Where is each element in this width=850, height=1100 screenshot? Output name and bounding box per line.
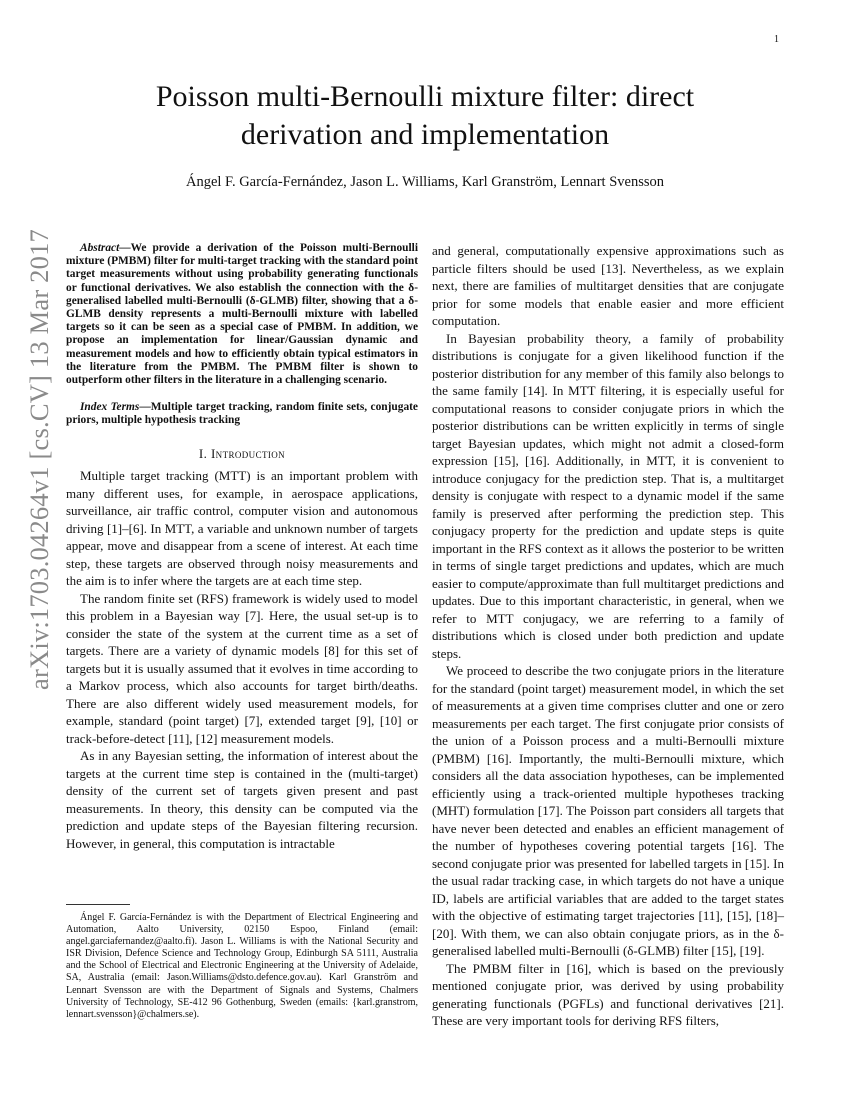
page-number: 1 <box>774 34 779 45</box>
author-footnote <box>66 912 418 1021</box>
arxiv-stamp: arXiv:1703.04264v1 [cs.CV] 13 Mar 2017 <box>24 229 54 690</box>
left-paragraph: Multiple target tracking (MTT) is an important problem with many different uses, for example, in aerospace applications, surveillance, air traffic control, computer vision and autonomous driving [1]–[6]. In MTT, a variable and unknown number of targets appear, move and disappear from a scene of interest. At each time step, these targets are observed through noisy measurements and the aim is to infer where the targets are at each time step. <box>66 468 418 589</box>
footnote-text: Ángel F. García-Fernández is with the Department of Electrical Engineering and Automation, Aalto University, 02150 Espoo, Finland (email: angel.garciafernandez@aalto.fi). Jason L. Williams is with the National Security and ISR Division, Defence Science and Technology Group, Edinburgh SA 5111, Australia and the School of Electrical and Electronic Engineering at the University of Adelaide, SA, Australia (email: Jason.Williams@dsto.defence.gov.au). Karl Granström and Lennart Svensson are with the Department of Signals and Systems, Chalmers University of Technology, SE-412 96 Gothenburg, Sweden (emails: {karl.granstrom, lennart.svensson}@chalmers.se). <box>66 912 418 1020</box>
left-paragraph: As in any Bayesian setting, the information of interest about the targets at the current time step is contained in the (multi-target) density of the current set of targets given present and past measurements. In theory, this density can be computed via the prediction and update steps of the Bayesian filtering recursion. However, in general, this computation is intractable <box>66 748 418 851</box>
abstract-label: Abstract <box>80 242 120 254</box>
section-number: I. <box>198 445 211 461</box>
index-terms-text: —Multiple target tracking, random finite sets, conjugate priors, multiple hypothesis tracking <box>66 401 418 427</box>
right-paragraph: The PMBM filter in [16], which is based on the previously mentioned conjugate prior, was derived by using probability generating functionals (PGFLs) and functional derivatives [21]. These are very important tools for deriving RFS filters, <box>432 960 784 1028</box>
index-terms <box>66 401 418 427</box>
footnote-rule <box>66 904 130 905</box>
right-paragraph: In Bayesian probability theory, a family of probability distributions is conjugate for a given likelihood function if the posterior distribution for any member of this family also belongs to the same family [14]. In MTT filtering, it is especially useful for computational reasons to consider conjugate priors in which the posterior distributions can be written explicitly in terms of single target Bayesian updates, which might not admit a closed-form expression [15], [16]. Additionally, in MTT, it is convenient to introduce conjugacy for the prediction step. That is, a multitarget density is conjugate with respect to a dynamic model if the same family is preserved after performing the prediction step. This conjugacy property for the prediction and update steps is quite important in the RFS context as it allows the posterior to be written in terms of single target predictions and updates, which are much easier to compute/approximate than full multitarget predictions and updates. Due to this important characteristic, in general, when we refer to MTT conjugacy, we are referring to a family of distributions which is closed under both prediction and update steps. <box>432 330 784 661</box>
abstract-text: —We provide a derivation of the Poisson multi-Bernoulli mixture (PMBM) filter for multi-target tracking with the standard point target measurements without using probability generating functionals or functional derivatives. We also establish the connection with the δ-generalised labelled multi-Bernoulli (δ-GLMB) filter, showing that a δ-GLMB density represents a multi-Bernoulli mixture with labelled targets so it can be seen as a special case of PMBM. In addition, we propose an implementation for linear/Gaussian dynamic and measurement models and how to efficiently obtain typical estimators in the literature from the PMBM. The PMBM filter is shown to outperform other filters in the literature in a challenging scenario. <box>66 242 418 387</box>
right-column <box>432 242 784 1030</box>
right-paragraph: We proceed to describe the two conjugate priors in the literature for the standard (point target) measurement model, in which the set of measurements at a given time comprises clutter and one or zero measurements per each target. The first conjugate prior consists of the union of a Poisson process and a multi-Bernoulli mixture (PMBM) [16]. Importantly, the multi-Bernoulli mixture, which considers all the data association hypotheses, can be implemented efficiently using a track-oriented multiple hypotheses tracking (MHT) formulation [17]. The Poisson part considers all targets that have never been detected and enables an efficient management of the number of hypotheses covering potential targets [16]. The second conjugate prior was presented for labelled targets in [15]. In the usual radar tracking case, in which targets do not have a unique ID, labels are artificial variables that are added to the target states with the objective of estimating target trajectories [11], [15], [18]–[20]. With them, we can also obtain conjugate priors, as in the δ-generalised labelled multi-Bernoulli (δ-GLMB) filter [15], [19]. <box>432 663 784 958</box>
section-heading <box>66 445 418 463</box>
right-paragraph: and general, computationally expensive approximations such as particle filters should be used [13]. Nevertheless, as we explain next, there are families of multitarget densities that are conjugate prior for some models that enable easier and more efficient computation. <box>432 243 784 328</box>
left-column <box>66 242 418 852</box>
left-paragraph: The random finite set (RFS) framework is widely used to model this problem in a Bayesian way [7]. Here, the usual set-up is to consider the state of the system at the current time as a set of targets. There are a variety of dynamic models [8] for this set of targets but it is usually assumed that it evolves in time according to a Markov process, which also accounts for target birth/deaths. There are also different widely used measurement models, for example, standard (point target) [7], extended target [9], [10] or track-before-detect [11], [12] measurement models. <box>66 590 418 746</box>
author-list: Ángel F. García-Fernández, Jason L. Williams, Karl Granström, Lennart Svensson <box>186 174 664 190</box>
paper-title: Poisson multi-Bernoulli mixture filter: direct derivation and implementation <box>155 80 695 151</box>
abstract <box>66 242 418 387</box>
section-title: Introduction <box>210 445 286 461</box>
index-terms-label: Index Terms <box>80 401 140 414</box>
